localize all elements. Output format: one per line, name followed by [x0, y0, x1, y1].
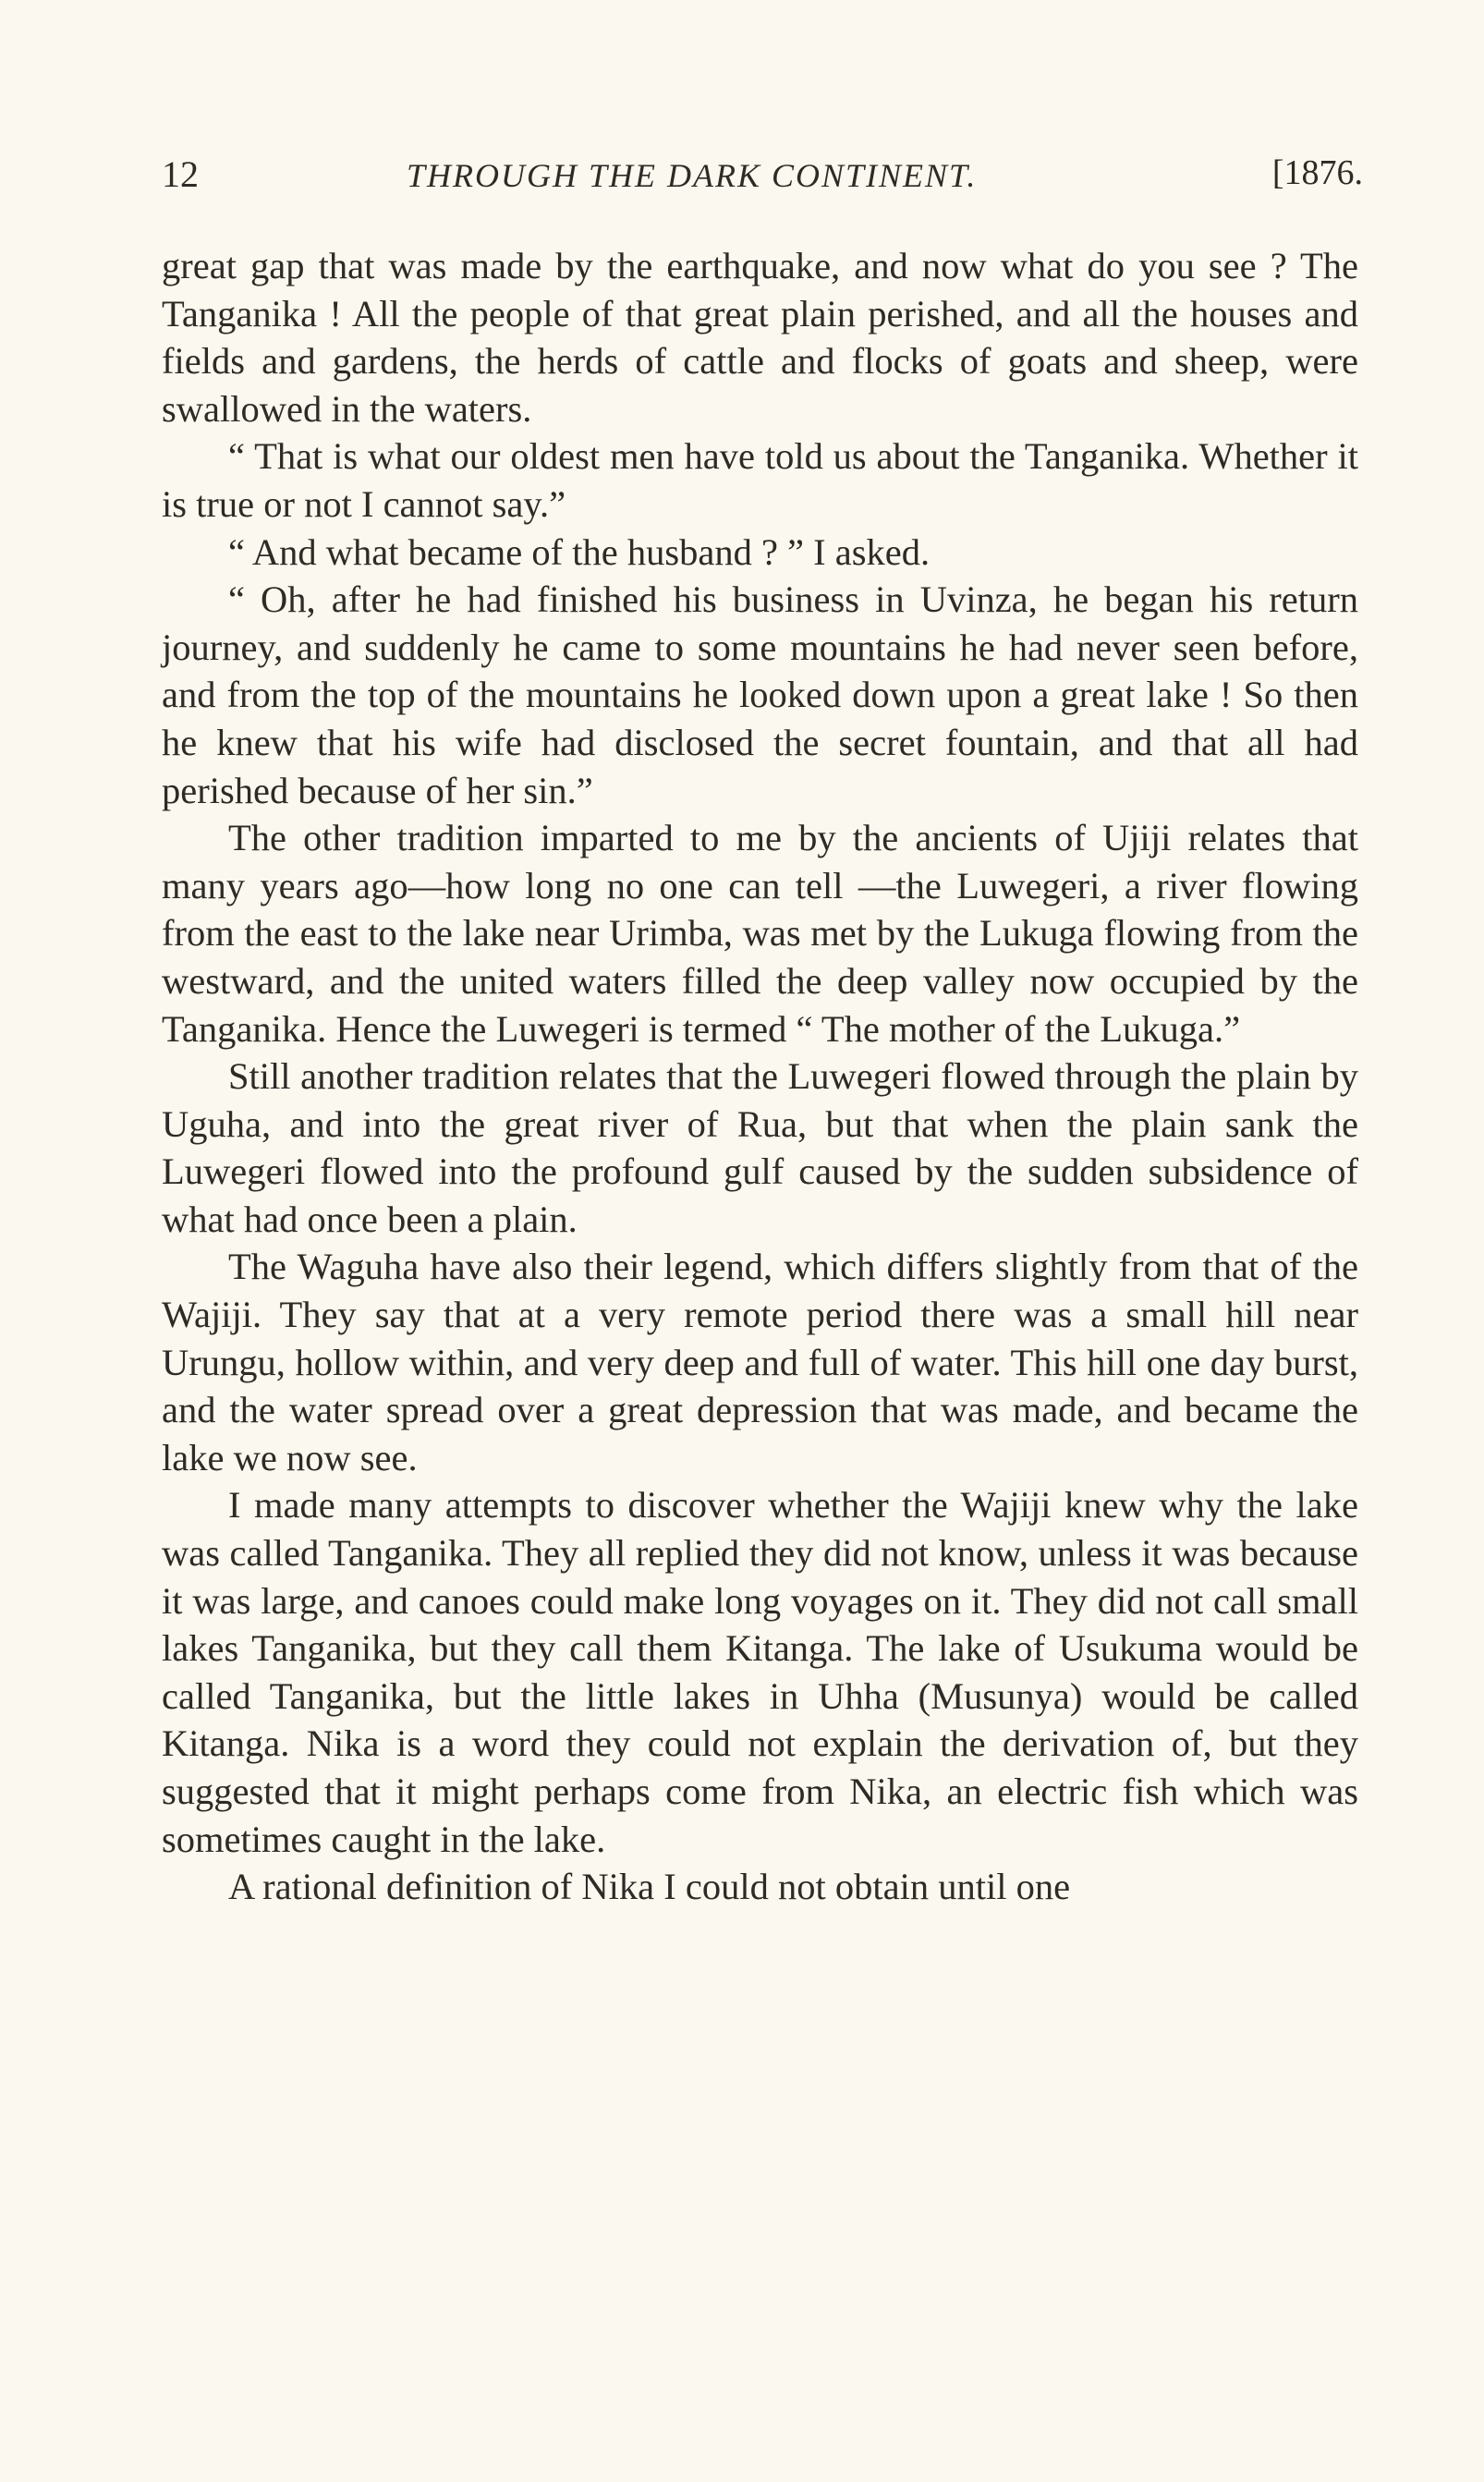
year-marker: [1876.	[1271, 153, 1363, 192]
paragraph: A rational definition of Nika I could not obtain until one	[228, 1866, 1071, 1908]
page-number: 12	[162, 153, 199, 195]
paragraph: The Waguha have also their legend, which differs slightly from that of the Wajiji. They say that at a very remote period there was a small hill near Urungu, hollow within, and very deep and full of water. This hill one day burst, and the water spread over a great depression that was made, and became the lake we now see.	[162, 1246, 1358, 1478]
paragraph: “ That is what our oldest men have told us about the Tanganika. Whether it is true or not I cannot say.”	[162, 435, 1358, 525]
paragraph: The other tradition imparted to me by the ancients of Ujiji relates that many years ago—how long no one can tell —the Luwegeri, a river flowing from the east to the lake near Urimba, was met by the Lukuga flowing from the westward, and the united waters filled the deep valley now occupied by the Tanganika. Hence the Luwegeri is termed “ The mother of the Lukuga.”	[162, 817, 1358, 1050]
paragraph-continued: great gap that was made by the earthquake, and now what do you see ? The Tanganika ! All the people of that great plain perished, and all the houses and fields and gardens, the herds of cattle and flocks of goats and sheep, were swallowed in the waters.	[162, 245, 1358, 430]
book-title: THROUGH THE DARK CONTINENT.	[407, 157, 978, 194]
paragraph: I made many attempts to discover whether the Wajiji knew why the lake was called Tanganika. They all replied they did not know, unless it was because it was large, and canoes could make long voyages on it. They did not call small lakes Tanganika, but they call them Kitanga. The lake of Usukuma would be called Tanganika, but the little lakes in Uhha (Musunya) would be called Kitanga. Nika is a word they could not explain the derivation of, but they suggested that it might perhaps come from Nika, an electric fish which was sometimes caught in the lake.	[162, 1484, 1358, 1860]
body-text	[162, 242, 1358, 1911]
paragraph: “ Oh, after he had finished his business in Uvinza, he began his return journey, and suddenly he came to some mountains he had never seen before, and from the top of the mountains he looked down upon a great lake ! So then he knew that his wife had disclosed the secret fountain, and that all had perished because of her sin.”	[162, 578, 1358, 811]
paragraph: “ And what became of the husband ? ” I asked.	[228, 530, 931, 573]
running-head	[162, 152, 1363, 208]
paragraph: Still another tradition relates that the Luwegeri flowed through the plain by Uguha, and into the great river of Rua, but that when the plain sank the Luwegeri flowed into the profound gulf caused by the sudden subsidence of what had once been a plain.	[162, 1055, 1358, 1240]
